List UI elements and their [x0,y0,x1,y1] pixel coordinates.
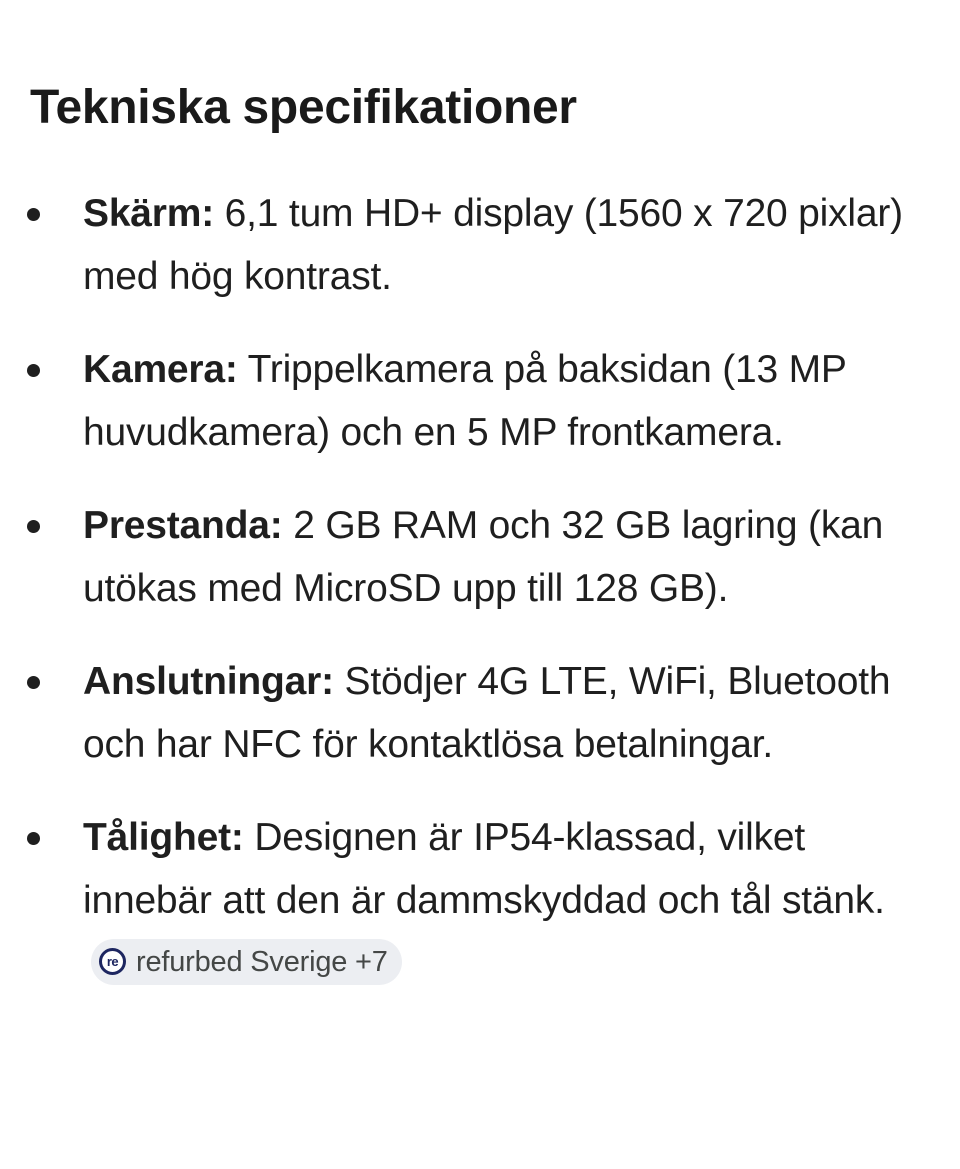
spec-label: Kamera: [83,348,238,391]
bullet-icon [27,832,40,845]
list-item-kamera [0,338,960,464]
bullet-icon [27,520,40,533]
source-chip[interactable] [91,939,402,985]
list-item-talighet [0,806,960,995]
bullet-icon [27,364,40,377]
list-item-skarm [0,182,960,308]
list-item-prestanda [0,494,960,620]
spec-text: Designen är IP54-klassad, vilket innebär att den är dammskyddad och tål stänk. [83,816,885,922]
spec-text: 6,1 tum HD+ display (1560 x 720 pixlar) med hög kontrast. [83,192,903,298]
spec-text: Stödjer 4G LTE, WiFi, Bluetooth och har NFC för kontaktlösa betalningar. [83,660,891,766]
spec-text: 2 GB RAM och 32 GB lagring (kan utökas med MicroSD upp till 128 GB). [83,504,884,610]
spec-text: Trippelkamera på baksidan (13 MP huvudkamera) och en 5 MP frontkamera. [83,348,847,454]
spec-label: Anslutningar: [83,660,334,703]
spec-label: Tålighet: [83,816,244,859]
bullet-icon [27,208,40,221]
spec-label: Prestanda: [83,504,283,547]
bullet-icon [27,676,40,689]
spec-list [0,182,960,1025]
refurbed-logo-icon: re [99,948,126,975]
spec-label: Skärm: [83,192,215,235]
source-chip-label: refurbed Sverige +7 [136,945,388,978]
list-item-anslutningar [0,650,960,776]
page-title: Tekniska specifikationer [30,81,577,134]
